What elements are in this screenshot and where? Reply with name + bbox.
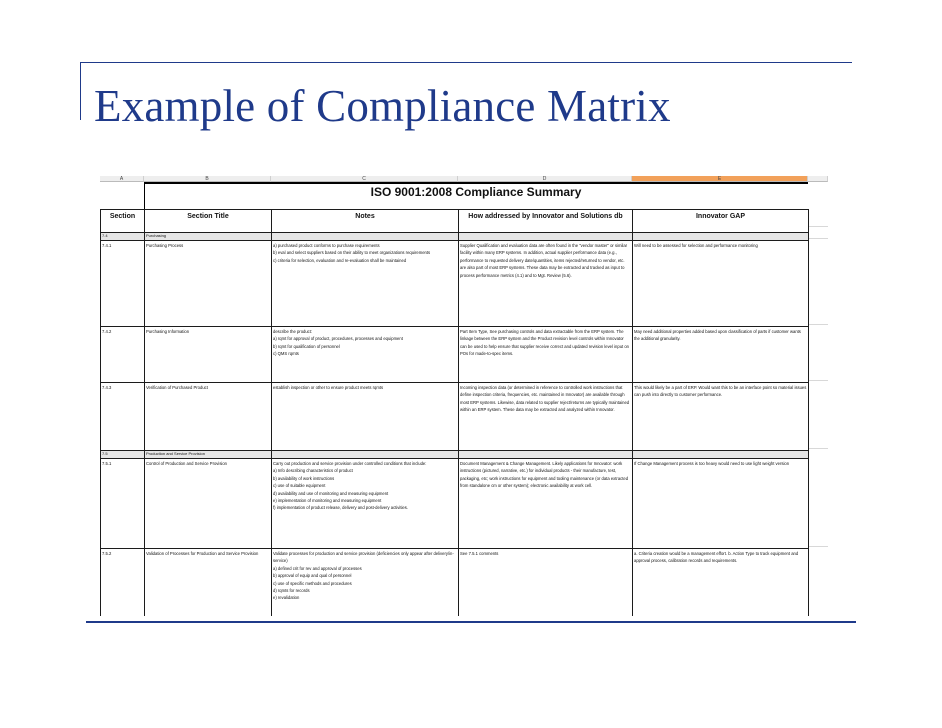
header-how-addressed: How addressed by Innovator and Solutions db — [459, 210, 633, 233]
row-notes — [272, 549, 459, 617]
summary-top-border — [144, 182, 808, 184]
spreadsheet-image — [100, 176, 828, 616]
note-line: a) rqmt for approval of product, procedures, processes and equipment — [273, 336, 403, 342]
section-row — [101, 451, 809, 459]
row-gap: a. Criteria creation would be a management effort. b. Action Type to track equipment and approval process, calibration records and requirements. — [633, 549, 809, 617]
section-title: Purchasing — [145, 233, 272, 241]
note-line: e) implementation of monitoring and measuring equipment — [273, 498, 382, 504]
note-line: b) approval of equip and qual of personnel — [273, 573, 352, 579]
note-line: f) implementation of product release, delivery and post-delivery activities. — [273, 505, 408, 511]
summary-title: ISO 9001:2008 Compliance Summary — [370, 185, 582, 199]
note-line: establish inspection or other to ensure product meets rqmts — [273, 385, 384, 390]
header-innovator-gap: Innovator GAP — [633, 210, 809, 233]
row-how-addressed: See 7.5.1 comments — [459, 549, 633, 617]
compliance-table — [100, 209, 809, 616]
note-line: c) use of specific methods and procedures — [273, 580, 352, 586]
column-header-a: A — [100, 176, 144, 182]
row-notes — [272, 327, 459, 383]
row-number: 7.4.3 — [101, 383, 145, 451]
table-row — [101, 383, 809, 451]
note-line: Validate processes for production and service provision (deficiencies only appear after delivery/in-service) — [273, 551, 454, 564]
header-row — [101, 210, 809, 233]
note-line: a) purchased product conforms to purchase requirements — [273, 243, 380, 248]
section-number: 7.4 — [101, 233, 145, 241]
row-number: 7.5.2 — [101, 549, 145, 617]
row-title: Control of Production and Service Provision — [145, 459, 272, 549]
note-line: c) use of suitable equipment — [273, 483, 326, 489]
row-gap: May need additional properties added based upon classification of parts if customer wants the additional granularity. — [633, 327, 809, 383]
row-title: Verification of Purchased Product — [145, 383, 272, 451]
row-title: Validation of Processes for Production and Service Provision — [145, 549, 272, 617]
row-how-addressed: Part Item Type, See purchasing controls and data extractable from the ERP system. The linkage between the ERP system and the Product revision level controls within Innovator can be used to help ensure that supplier receive correct and updated revision level input on POs for made-to-spec items. — [459, 327, 633, 383]
column-header-c: C — [271, 176, 458, 182]
title-frame-vertical — [80, 62, 81, 120]
note-line: b) rqmt for qualification of personnel — [273, 343, 340, 349]
row-notes — [272, 241, 459, 327]
note-line: b) eval and select suppliers based on their ability to meet organizations requirements — [273, 250, 431, 256]
table-row — [101, 327, 809, 383]
note-line: describe the product: — [273, 329, 313, 334]
row-how-addressed: Incoming inspection data (or determined in reference to controlled work instructions that define inspection criteria, frequencies, etc. maintained in Innovator) are available through most ERP systems. Likewise, data related to supplier reject/returns are typically maintained within an ERP system. These data may be extracted and analyzed within Innovator. — [459, 383, 633, 451]
row-gap: Will need to be assessed for selection and performance monitoring — [633, 241, 809, 327]
column-header-e: E — [632, 176, 808, 182]
note-line: e) revalidation — [273, 595, 300, 601]
row-notes — [272, 459, 459, 549]
row-how-addressed: Supplier Qualification and evaluation data are often found in the "vendor master" or similar facility within many ERP systems. In addition, actual supplier performance data (e.g., performance to requested delivery date/quantities, items rejected/returned to vendor, etc. are also part of most ERP systems. These data may be extracted and tracked as input to process performance metrics (4.1) and to Mgt. Review (5.6). — [459, 241, 633, 327]
row-number: 7.4.1 — [101, 241, 145, 327]
row-title: Purchasing Process — [145, 241, 272, 327]
section-number: 7.5 — [101, 451, 145, 459]
section-title: Production and Service Provision — [145, 451, 272, 459]
row-number: 7.5.1 — [101, 459, 145, 549]
header-section: Section — [101, 210, 145, 233]
column-header-b: B — [144, 176, 271, 182]
header-notes: Notes — [272, 210, 459, 233]
footer-rule — [86, 621, 856, 623]
table-row — [101, 241, 809, 327]
row-number: 7.4.2 — [101, 327, 145, 383]
row-how-addressed: Document Management & Change Management. Likely applications for Innovator: work instructions (pictured, narrative, etc.) for individual products - their manufacture, test, packaging, etc; work instructions for equipment and tooling maintenance (or data extracted from standalone cm or other system); electronic availability at work cell. — [459, 459, 633, 549]
note-line: b) availability of work instructions — [273, 475, 335, 481]
column-header-f — [808, 176, 828, 182]
slide-title: Example of Compliance Matrix — [94, 81, 671, 131]
note-line: d) rqmts for records — [273, 588, 310, 594]
note-line: a) Info describing characteristics of product — [273, 468, 353, 474]
table-row — [101, 549, 809, 617]
column-header-d: D — [458, 176, 632, 182]
section-row — [101, 233, 809, 241]
row-gap: This would likely be a part of ERP. Would want this to be an interface point so material issues can push into directly to customer performance. — [633, 383, 809, 451]
note-line: d) availability and use of monitoring and measuring equipment — [273, 490, 389, 496]
note-line: c) QMS rqmts — [273, 351, 299, 357]
title-frame-horizontal — [80, 62, 852, 63]
header-section-title: Section Title — [145, 210, 272, 233]
row-notes — [272, 383, 459, 451]
table-row — [101, 459, 809, 549]
note-line: c) criteria for selection, evaluation and re-evaluation shall be maintained — [273, 257, 407, 263]
row-gap: If Change Management process is too heavy would need to use light weight version — [633, 459, 809, 549]
note-line: Carry out production and service provision under controlled conditions that include: — [273, 461, 427, 466]
note-line: a) defined crit for rev and approval of processes — [273, 565, 362, 571]
row-title: Purchasing Information — [145, 327, 272, 383]
